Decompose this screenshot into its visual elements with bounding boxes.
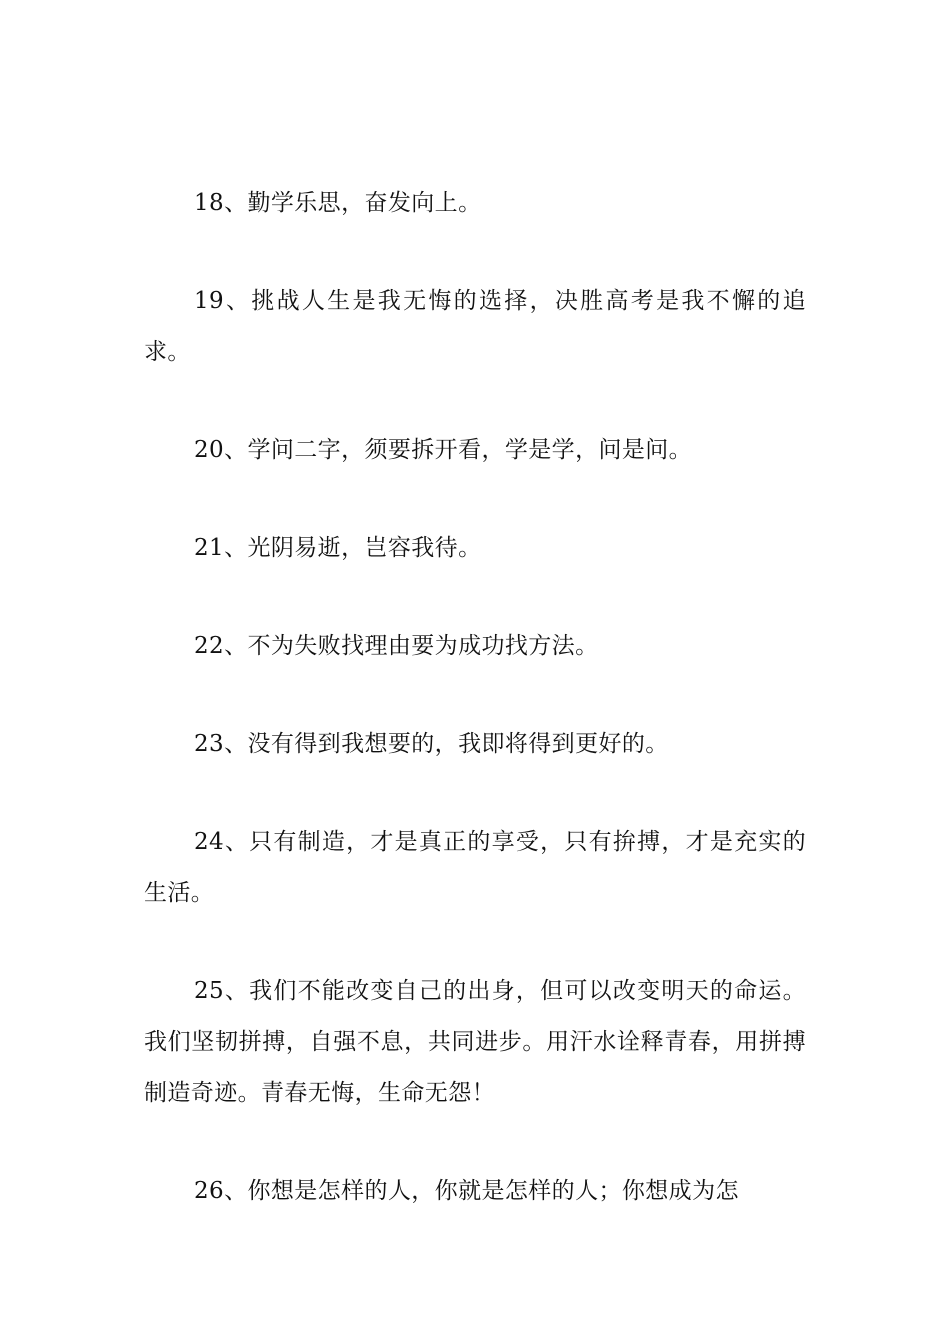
paragraph-22: 22、不为失败找理由要为成功找方法。 bbox=[194, 633, 599, 659]
paragraph-18: 18、勤学乐思，奋发向上。 bbox=[194, 190, 482, 216]
paragraph-25: 25、我们不能改变自己的出身，但可以改变明天的命运。我们坚韧拼搏，自强不息，共同进步。用汗水诠释青春，用拼搏制造奇迹。青春无悔，生命无怨！ bbox=[144, 978, 806, 1106]
paragraph-26: 26、你想是怎样的人，你就是怎样的人；你想成为怎 bbox=[194, 1178, 739, 1204]
paragraph-24: 24、只有制造，才是真正的享受，只有拚搏，才是充实的生活。 bbox=[144, 829, 806, 906]
paragraph-19: 19、挑战人生是我无悔的选择，决胜高考是我不懈的追求。 bbox=[144, 288, 806, 365]
document-body bbox=[144, 178, 806, 1264]
paragraph-20: 20、学问二字，须要拆开看，学是学，问是问。 bbox=[194, 437, 693, 463]
paragraph-21: 21、光阴易逝，岂容我待。 bbox=[194, 535, 482, 561]
paragraph-23: 23、没有得到我想要的，我即将得到更好的。 bbox=[194, 731, 669, 757]
